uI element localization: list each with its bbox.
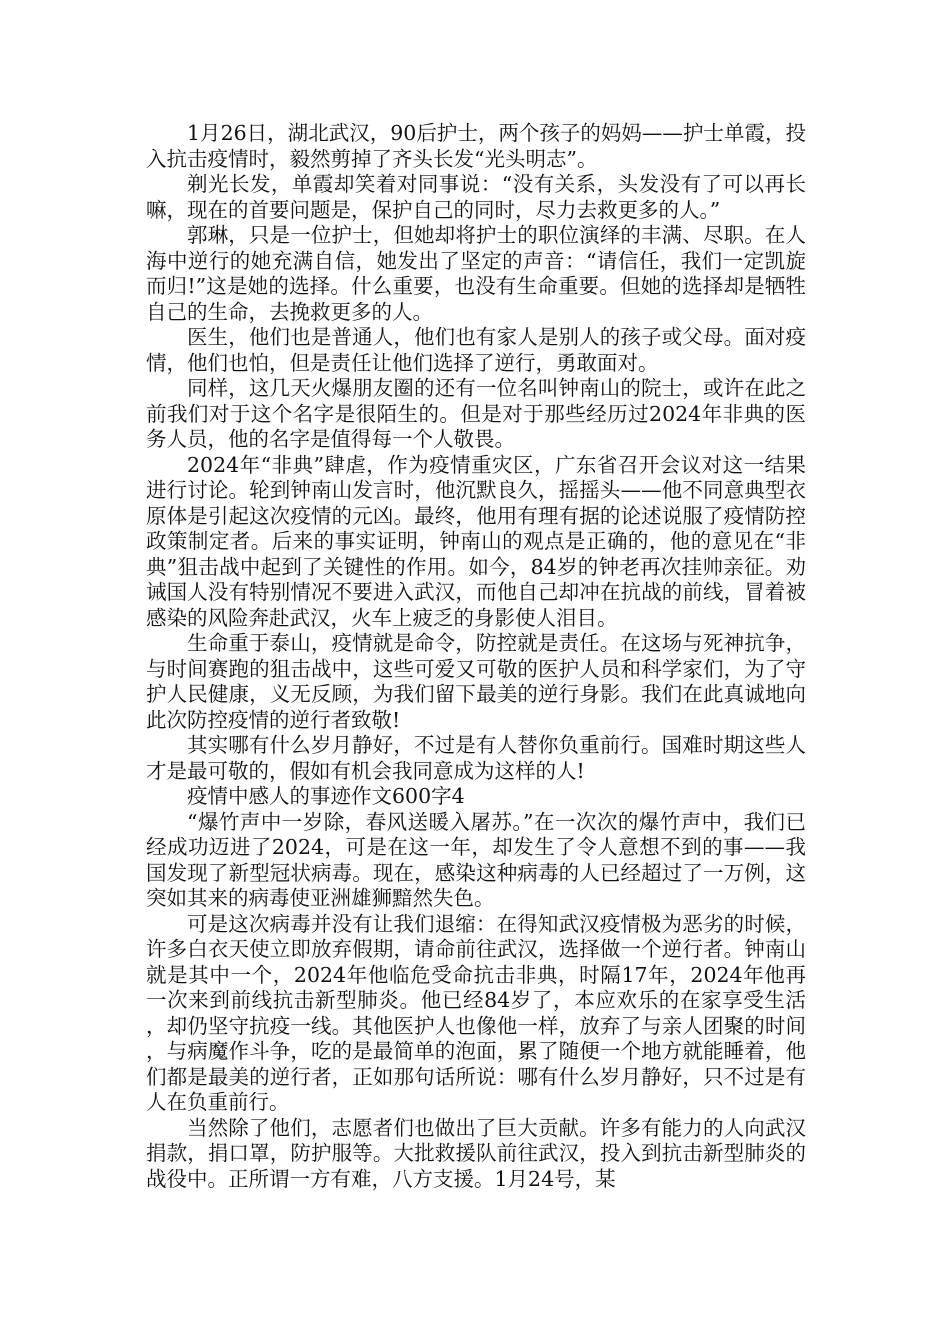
paragraph: 1月26日，湖北武汉，90后护士，两个孩子的妈妈——护士单霞，投入抗击疫情时，毅然剪掉了齐头长发“光头明志”。 [146, 121, 806, 171]
paragraph: 医生，他们也是普通人，他们也有家人是别人的孩子或父母。面对疫情，他们也怕，但是责任让他们选择了逆行，勇敢面对。 [146, 325, 806, 375]
paragraph: “爆竹声中一岁除，春风送暖入屠苏。”在一次次的爆竹声中，我们已经成功迈进了2024，可是在这一年，却发生了令人意想不到的事——我国发现了新型冠状病毒。现在，感染这种病毒的人已经超过了一万例，这突如其来的病毒使亚洲雄狮黯然失色。 [146, 809, 806, 910]
paragraph: 其实哪有什么岁月静好，不过是有人替你负重前行。国难时期这些人才是最可敬的，假如有机会我同意成为这样的人! [146, 733, 806, 783]
paragraph: 可是这次病毒并没有让我们退缩：在得知武汉疫情极为恶劣的时候，许多白衣天使立即放弃假期，请命前往武汉，选择做一个逆行者。钟南山就是其中一个，2024年他临危受命抗击非典，时隔17年，2024年他再一次来到前线抗击新型肺炎。他已经84岁了，本应欢乐的在家享受生活，却仍坚守抗疫一线。其他医护人也像他一样，放弃了与亲人团聚的时间，与病魔作斗争，吃的是最简单的泡面，累了随便一个地方就能睡着，他们都是最美的逆行者，正如那句话所说：哪有什么岁月静好，只不过是有人在负重前行。 [146, 911, 806, 1114]
paragraph: 生命重于泰山，疫情就是命令，防控就是责任。在这场与死神抗争，与时间赛跑的狙击战中，这些可爱又可敬的医护人员和科学家们，为了守护人民健康，义无反顾，为我们留下最美的逆行身影。我们在此真诚地向此次防控疫情的逆行者致敬! [146, 631, 806, 732]
section-heading: 疫情中感人的事迹作文600字4 [187, 784, 465, 808]
paragraph: 剃光长发，单霞却笑着对同事说：“没有关系，头发没有了可以再长嘛，现在的首要问题是，保护自己的同时，尽力去救更多的人。” [146, 172, 806, 222]
document-body [146, 121, 806, 1192]
paragraph: 当然除了他们，志愿者们也做出了巨大贡献。许多有能力的人向武汉捐款，捐口罩，防护服等。大批救援队前往武汉，投入到抗击新型肺炎的战役中。正所谓一方有难，八方支援。1月24号，某 [146, 1115, 806, 1191]
paragraph: 同样，这几天火爆朋友圈的还有一位名叫钟南山的院士，或许在此之前我们对于这个名字是很陌生的。但是对于那些经历过2024年非典的医务人员，他的名字是值得每一个人敬畏。 [146, 376, 806, 451]
paragraph: 郭琳，只是一位护士，但她却将护士的职位演绎的丰满、尽职。在人海中逆行的她充满自信，她发出了坚定的声音：“请信任，我们一定凯旋而归!”这是她的选择。什么重要，也没有生命重要。但她的选择却是牺牲自己的生命，去挽救更多的人。 [146, 223, 806, 324]
paragraph: 2024年“非典”肆虐，作为疫情重灾区，广东省召开会议对这一结果进行讨论。轮到钟南山发言时，他沉默良久，摇摇头——他不同意典型衣原体是引起这次疫情的元凶。最终，他用有理有据的论述说服了疫情防控政策制定者。后来的事实证明，钟南山的观点是正确的，他的意见在“非典”狙击战中起到了关键性的作用。如今，84岁的钟老再次挂帅亲征。劝诫国人没有特别情况不要进入武汉，而他自己却冲在抗战的前线，冒着被感染的风险奔赴武汉，火车上疲乏的身影使人泪目。 [146, 452, 806, 630]
